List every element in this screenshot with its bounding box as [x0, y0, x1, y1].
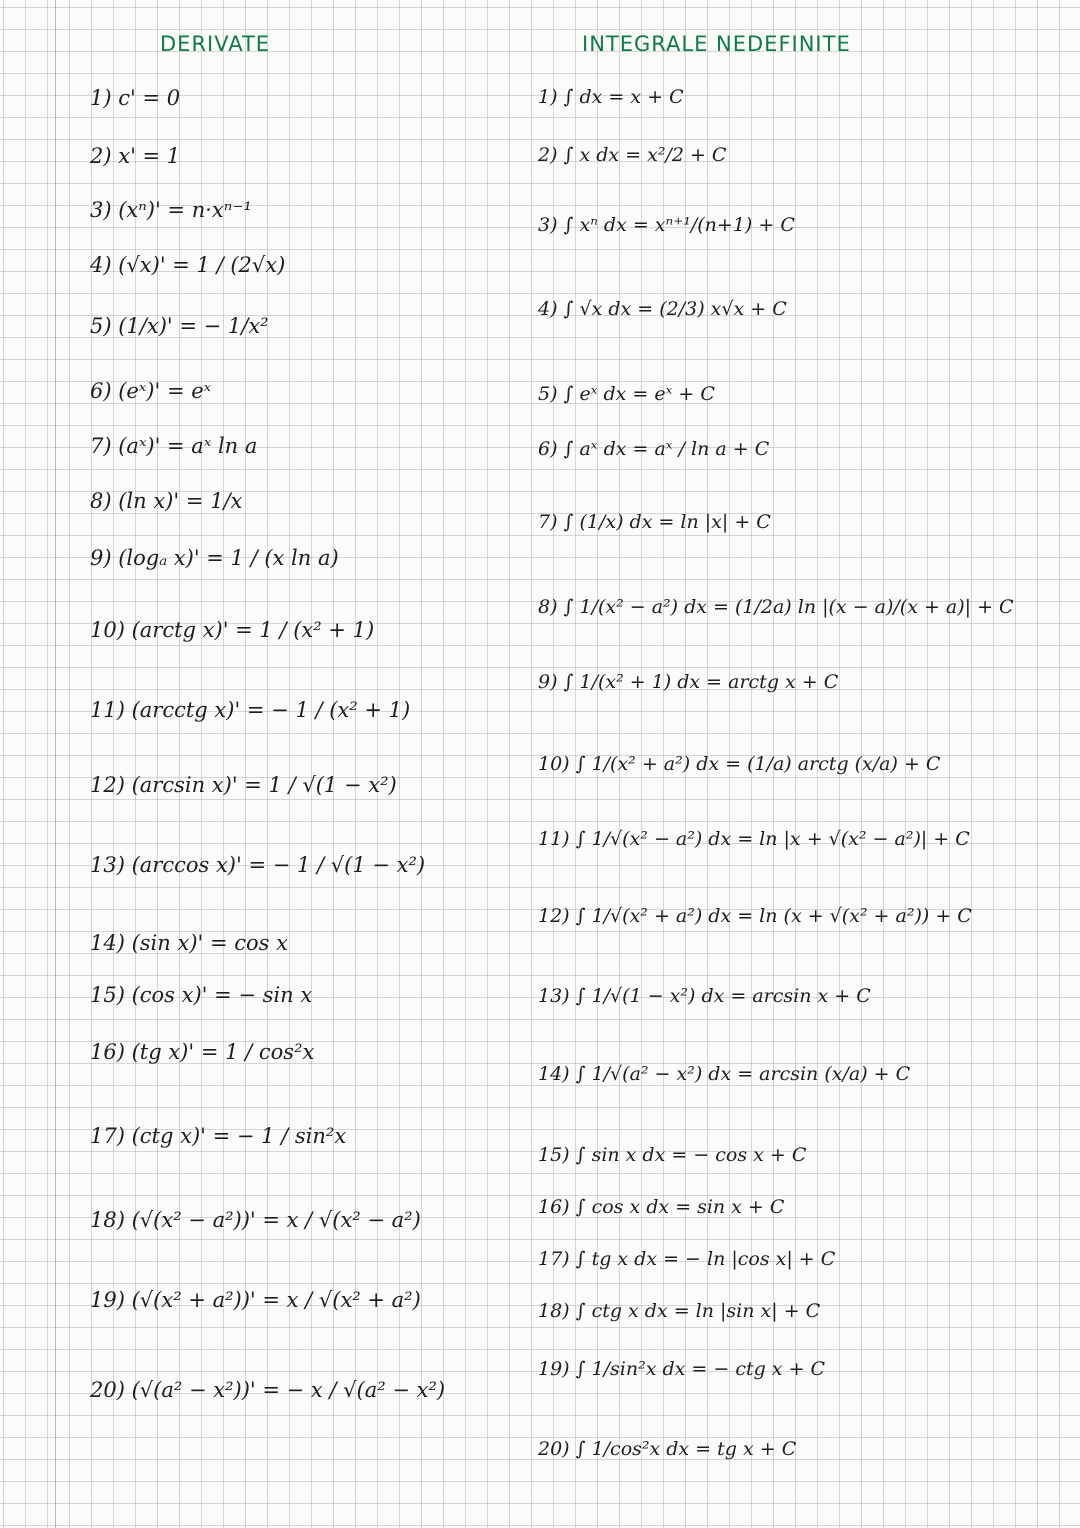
integral-formula: 18) ∫ ctg x dx = ln |sin x| + C: [538, 1300, 821, 1322]
integral-formula: 1) ∫ dx = x + C: [538, 86, 684, 108]
derivative-formula: 2) x' = 1: [90, 144, 181, 168]
integral-formula: 16) ∫ cos x dx = sin x + C: [538, 1196, 785, 1218]
derivative-formula: 10) (arctg x)' = 1 / (x² + 1): [90, 618, 375, 642]
derivative-formula: 12) (arcsin x)' = 1 / √(1 − x²): [90, 773, 397, 797]
integral-formula: 11) ∫ 1/√(x² − a²) dx = ln |x + √(x² − a²)| + C: [538, 828, 970, 850]
integral-formula: 14) ∫ 1/√(a² − x²) dx = arcsin (x/a) + C: [538, 1063, 911, 1085]
integral-formula: 6) ∫ aˣ dx = aˣ / ln a + C: [538, 438, 770, 460]
derivative-formula: 20) (√(a² − x²))' = − x / √(a² − x²): [90, 1378, 446, 1402]
derivative-formula: 18) (√(x² − a²))' = x / √(x² − a²): [90, 1208, 421, 1232]
integral-formula: 15) ∫ sin x dx = − cos x + C: [538, 1144, 807, 1166]
integral-formula: 13) ∫ 1/√(1 − x²) dx = arcsin x + C: [538, 985, 871, 1007]
derivative-formula: 1) c' = 0: [90, 86, 181, 110]
integral-formula: 17) ∫ tg x dx = − ln |cos x| + C: [538, 1248, 836, 1270]
integral-formula: 2) ∫ x dx = x²/2 + C: [538, 144, 727, 166]
derivative-formula: 17) (ctg x)' = − 1 / sin²x: [90, 1124, 347, 1148]
integral-formula: 12) ∫ 1/√(x² + a²) dx = ln (x + √(x² + a²)) + C: [538, 905, 972, 927]
derivative-formula: 19) (√(x² + a²))' = x / √(x² + a²): [90, 1288, 421, 1312]
integral-formula: 19) ∫ 1/sin²x dx = − ctg x + C: [538, 1358, 826, 1380]
derivative-formula: 8) (ln x)' = 1/x: [90, 489, 243, 513]
integral-formula: 9) ∫ 1/(x² + 1) dx = arctg x + C: [538, 671, 839, 693]
integral-formula: 10) ∫ 1/(x² + a²) dx = (1/a) arctg (x/a) + C: [538, 753, 941, 775]
derivative-formula: 7) (aˣ)' = aˣ ln a: [90, 434, 258, 458]
derivative-formula: 11) (arcctg x)' = − 1 / (x² + 1): [90, 698, 411, 722]
integral-formula: 3) ∫ xⁿ dx = xⁿ⁺¹/(n+1) + C: [538, 214, 795, 236]
derivative-formula: 16) (tg x)' = 1 / cos²x: [90, 1040, 315, 1064]
derivative-formula: 9) (logₐ x)' = 1 / (x ln a): [90, 546, 339, 570]
derivative-formula: 3) (xⁿ)' = n·xⁿ⁻¹: [90, 198, 252, 222]
derivative-formula: 14) (sin x)' = cos x: [90, 931, 288, 955]
derivative-formula: 13) (arccos x)' = − 1 / √(1 − x²): [90, 853, 426, 877]
integral-formula: 4) ∫ √x dx = (2/3) x√x + C: [538, 298, 787, 320]
integral-formula: 8) ∫ 1/(x² − a²) dx = (1/2a) ln |(x − a)/(x + a)| + C: [538, 596, 1014, 618]
derivative-formula: 15) (cos x)' = − sin x: [90, 983, 313, 1007]
derivative-formula: 6) (eˣ)' = eˣ: [90, 379, 212, 403]
integral-formula: 7) ∫ (1/x) dx = ln |x| + C: [538, 511, 771, 533]
derivate-heading: DERIVATE: [160, 32, 271, 56]
integral-formula: 20) ∫ 1/cos²x dx = tg x + C: [538, 1438, 797, 1460]
derivative-formula: 4) (√x)' = 1 / (2√x): [90, 253, 286, 277]
integral-formula: 5) ∫ eˣ dx = eˣ + C: [538, 383, 715, 405]
notebook-margin-line: [55, 0, 56, 1528]
derivative-formula: 5) (1/x)' = − 1/x²: [90, 314, 269, 338]
integrale-heading: INTEGRALE NEDEFINITE: [582, 32, 851, 56]
